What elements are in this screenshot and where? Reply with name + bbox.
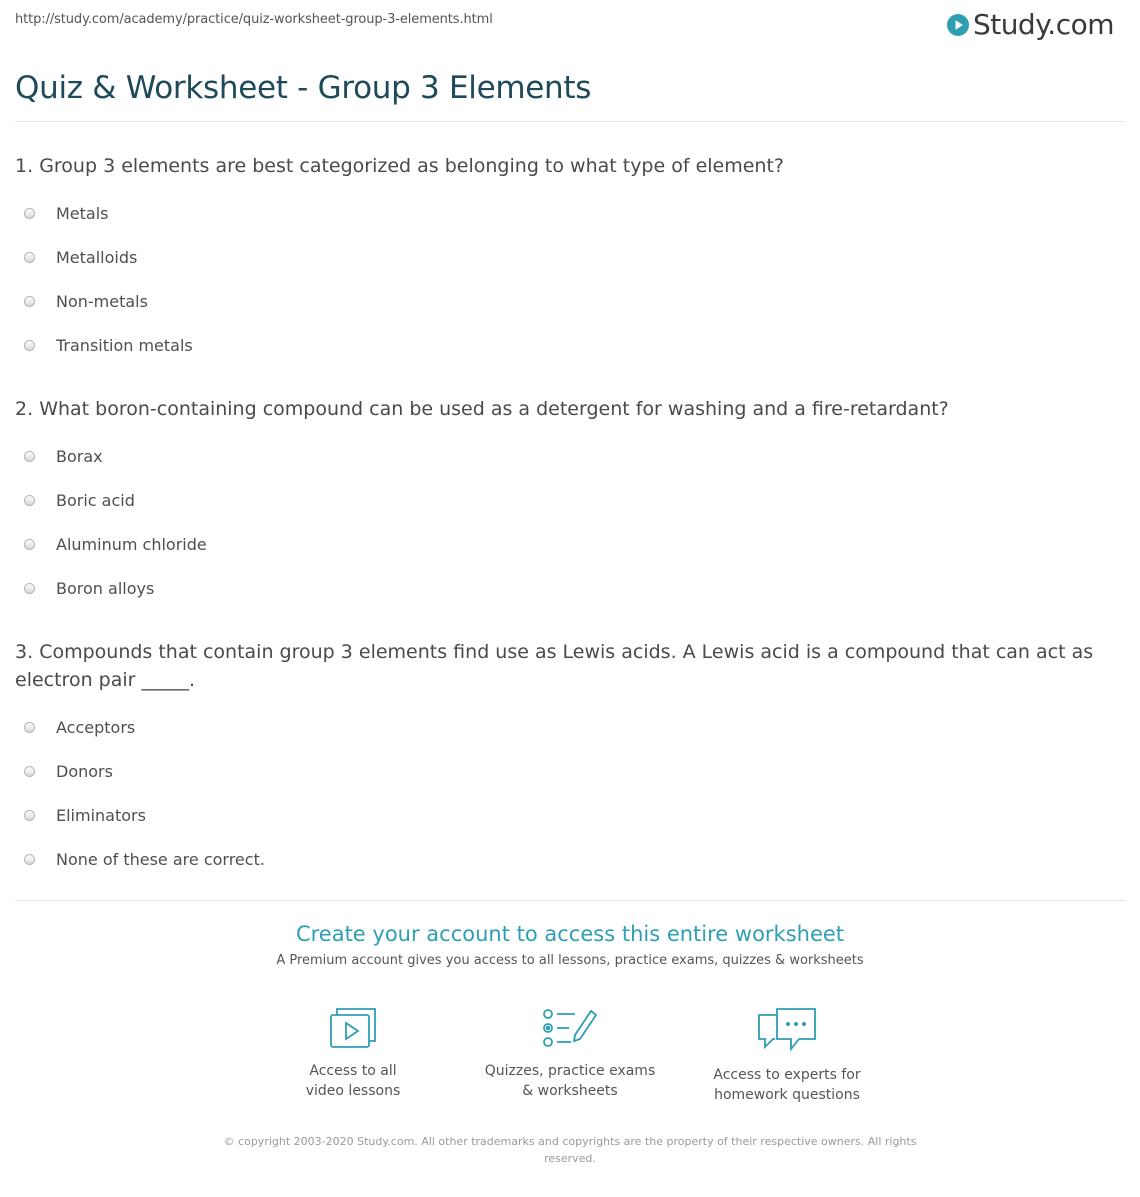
- quiz-checklist-icon: [541, 1005, 599, 1051]
- radio-button[interactable]: [24, 722, 35, 733]
- feature-video-lessons: [245, 1005, 462, 1105]
- answer-option[interactable]: [15, 837, 1125, 881]
- question-text: 2. What boron-containing compound can be used as a detergent for washing and a fire-retardant?: [15, 398, 949, 420]
- answer-label: Metalloids: [56, 247, 138, 267]
- cta-title[interactable]: Create your account to access this entire worksheet: [295, 922, 845, 946]
- chat-bubbles-icon: [755, 1005, 819, 1055]
- answer-label: Borax: [56, 446, 103, 466]
- answer-option[interactable]: [15, 793, 1125, 837]
- answer-option[interactable]: [15, 191, 1125, 235]
- cta-subtitle: A Premium account gives you access to all lessons, practice exams, quizzes & worksheets: [276, 953, 864, 968]
- question-2: [15, 395, 1125, 610]
- radio-button[interactable]: [24, 810, 35, 821]
- brand-logo[interactable]: [946, 8, 1114, 41]
- radio-button[interactable]: [24, 854, 35, 865]
- feature-label: Access to all video lessons: [305, 1063, 401, 1099]
- question-1: [15, 152, 1125, 367]
- radio-button[interactable]: [24, 539, 35, 550]
- question-text: 3. Compounds that contain group 3 elements find use as Lewis acids. A Lewis acid is a compound that can act as electron pair _____.: [15, 641, 1094, 691]
- question-3: [15, 638, 1125, 881]
- answer-label: None of these are correct.: [56, 849, 265, 869]
- answer-option[interactable]: [15, 434, 1125, 478]
- answer-label: Donors: [56, 761, 113, 781]
- radio-button[interactable]: [24, 495, 35, 506]
- page-title: Quiz & Worksheet - Group 3 Elements: [15, 70, 592, 106]
- answer-option[interactable]: [15, 566, 1125, 610]
- question-list: [15, 152, 1125, 909]
- answer-label: Non-metals: [56, 291, 148, 311]
- radio-button[interactable]: [24, 451, 35, 462]
- radio-button[interactable]: [24, 583, 35, 594]
- signup-cta: [0, 922, 1140, 968]
- radio-button[interactable]: [24, 252, 35, 263]
- answer-label: Metals: [56, 203, 109, 223]
- feature-experts: [679, 1005, 896, 1105]
- answer-label: Eliminators: [56, 805, 146, 825]
- answer-label: Aluminum chloride: [56, 534, 207, 554]
- divider: [15, 121, 1125, 122]
- divider: [15, 900, 1125, 901]
- answer-option[interactable]: [15, 478, 1125, 522]
- play-circle-icon: [946, 13, 970, 37]
- answer-option[interactable]: [15, 323, 1125, 367]
- page-url: http://study.com/academy/practice/quiz-worksheet-group-3-elements.html: [15, 12, 493, 27]
- radio-button[interactable]: [24, 766, 35, 777]
- feature-label: Access to experts for homework questions: [713, 1067, 861, 1103]
- feature-list: [0, 1005, 1140, 1105]
- feature-quizzes: [462, 1005, 679, 1105]
- answer-option[interactable]: [15, 705, 1125, 749]
- answer-label: Transition metals: [56, 335, 193, 355]
- header: [0, 0, 1140, 62]
- feature-label: Quizzes, practice exams & worksheets: [484, 1063, 656, 1099]
- copyright-footer: © copyright 2003-2020 Study.com. All other trademarks and copyrights are the property of their respective owners. All rights reserved.: [223, 1135, 917, 1165]
- video-lessons-icon: [327, 1005, 379, 1051]
- answer-option[interactable]: [15, 279, 1125, 323]
- radio-button[interactable]: [24, 208, 35, 219]
- answer-option[interactable]: [15, 522, 1125, 566]
- radio-button[interactable]: [24, 340, 35, 351]
- question-text: 1. Group 3 elements are best categorized as belonging to what type of element?: [15, 155, 785, 177]
- brand-name: Study.com: [972, 8, 1114, 41]
- answer-option[interactable]: [15, 749, 1125, 793]
- answer-label: Boric acid: [56, 490, 135, 510]
- radio-button[interactable]: [24, 296, 35, 307]
- answer-option[interactable]: [15, 235, 1125, 279]
- answer-label: Acceptors: [56, 717, 136, 737]
- answer-label: Boron alloys: [56, 578, 155, 598]
